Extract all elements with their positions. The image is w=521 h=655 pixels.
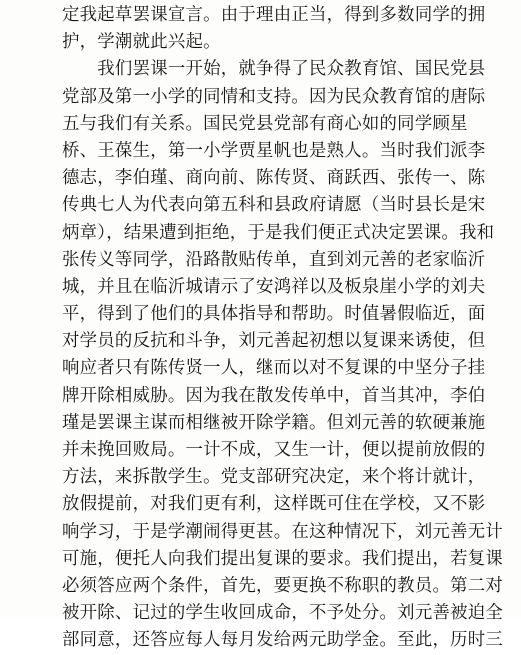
text-line: 德志，李伯瑾、商向前、陈传贤、商跃西、张传一、陈	[62, 168, 486, 189]
text-line: 部同意，还答应每人每月发给两元助学金。至此，历时三	[62, 630, 504, 651]
text-line: 张传义等同学，沿路散贴传单，直到刘元善的老家临沂	[62, 249, 486, 270]
text-line: 放假提前，对我们更有利，这样既可住在学校，又不影	[62, 494, 486, 515]
text-line: 牌开除相威胁。因为我在散发传单中，首当其冲，李伯	[62, 385, 486, 406]
text-line: 定我起草罢课宣言。由于理由正当，得到多数同学的拥	[62, 5, 486, 25]
text-line: 被开除、记过的学生收回成命，不予处分。刘元善被迫全	[62, 603, 504, 624]
text-line: 平，得到了他们的具体指导和帮助。时值暑假临近，面	[62, 304, 486, 325]
text-line: 护，学潮就此兴起。	[62, 32, 221, 53]
text-line: 可施，便托人向我们提出复课的要求。我们提出，若复课	[62, 548, 504, 569]
text-line: 必须答应两个条件，首先，要更换不称职的教员。第二对	[62, 575, 504, 596]
text-line: 炳章），结果遭到拒绝，于是我们便正式决定罢课。我和	[62, 222, 495, 243]
text-line: 党部及第一小学的同情和支持。因为民众教育馆的唐际	[62, 86, 486, 107]
text-line: 传典七人为代表向第五科和县政府请愿（当时县长是宋	[62, 195, 486, 216]
text-line: 对学员的反抗和斗争，刘元善起初想以复课来诱使，但	[62, 331, 486, 352]
body-text	[62, 2, 514, 655]
text-line: 五与我们有关系。国民党县党部有商心如的同学顾星	[62, 113, 468, 134]
text-line: 城，并且在临沂城请示了安鸿祥以及板泉崖小学的刘夫	[62, 276, 486, 297]
text-line: 桥、王葆生，第一小学贾星帆也是熟人。当时我们派李	[62, 140, 486, 161]
text-line: 方法，来拆散学生。党支部研究决定，来个将计就计，	[62, 467, 486, 488]
text-line: 并未挽回败局。一计不成，又生一计，便以提前放假的	[62, 440, 486, 460]
text-line: 响应者只有陈传贤一人，继而以对不复课的中坚分子挂	[62, 358, 486, 379]
text-line: 响学习，于是学潮闹得更甚。在这种情况下，刘元善无计	[62, 521, 504, 542]
text-line: 瑾是罢课主谋而相继被开除学籍。但刘元善的软硬兼施	[62, 412, 486, 433]
text-line: 我们罢课一开始，就争得了民众教育馆、国民党县	[62, 59, 486, 80]
